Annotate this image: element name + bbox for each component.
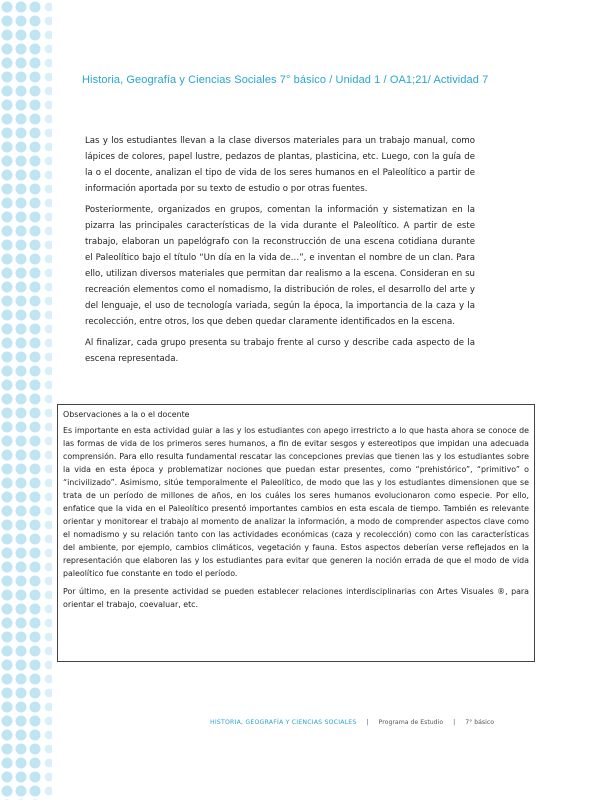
teacher-observations-box: [57, 404, 535, 662]
body-paragraph-1: Las y los estudiantes llevan a la clase diversos materiales para un trabajo manual, como lápices de colores, papel lustre, pedazos de plantas, plasticina, etc. Luego, con la guía de la o el docente, analizan el tipo de vida de los seres humanos en el Paleolítico a partir de información aportada por su texto de estudio o por otras fuentes.: [85, 136, 475, 194]
footer-subject: HISTORIA, GEOGRAFÍA Y CIENCIAS SOCIALES: [210, 719, 357, 726]
observations-title: Observaciones a la o el docente: [63, 410, 190, 419]
page-footer: [210, 719, 540, 726]
footer-separator-2: |: [453, 719, 456, 726]
body-paragraph-3: Al finalizar, cada grupo presenta su trabajo frente al curso y describe cada aspecto de la escena representada.: [85, 338, 475, 364]
body-paragraph-2: Posteriormente, organizados en grupos, comentan la información y sistematizan en la pizarra las principales características de la vida durante el Paleolítico. A partir de este trabajo, elaboran un papelógrafo con la reconstrucción de una escena cotidiana durante el Paleolítico bajo el título “Un día en la vida de…”, e inventan el nombre de un clan. Para ello, utilizan diversos materiales que permitan dar realismo a la escena. Consideran en su recreación elementos como el nomadismo, la distribución de roles, el desarrollo del arte y del lenguaje, el uso de tecnología variada, según la época, la importancia de la caza y la recolección, entre otros, los que deben quedar claramente identificados en la escena.: [85, 205, 475, 327]
activity-body: [85, 133, 475, 372]
footer-grade: 7° básico: [465, 719, 495, 726]
observations-paragraph-2: Por último, en la presente actividad se pueden establecer relaciones interdisciplinarias con Artes Visuales ®, para orientar el trabajo, coevaluar, etc.: [63, 587, 529, 609]
footer-separator-1: |: [366, 719, 369, 726]
side-dot-pattern: [0, 0, 42, 800]
observations-paragraph-1: Es importante en esta actividad guiar a las y los estudiantes con apego irrestricto a lo que hasta ahora se conoce de las formas de vida de los primeros seres humanos, a fin de evitar sesgos y estereotipos que impidan una adecuada comprensión. Para ello resulta fundamental rescatar las concepciones previas que tienen las y los estudiantes sobre la vida en esta época y problematizar nociones que puedan estar presentes, como “prehistórico”, “primitivo” o “incivilizado”. Asimismo, sitúe temporalmente el Paleolítico, de modo que las y los estudiantes dimensionen que se trata de un período de millones de años, en los cuáles los seres humanos evolucionaron como especie. Por ello, enfatice que la vida en el Paleolítico presentó importantes cambios en esta escala de tiempo. También es relevante orientar y monitorear el trabajo al momento de analizar la información, a modo de comprender aspectos clave como el nomadismo y su relación tanto con las actividades económicas (caza y recolección) como con las características del ambiente, por ejemplo, cambios climáticos, vegetación y fauna. Estos aspectos deberían verse reflejados en la representación que elaboren las y los estudiantes para evitar que generen la noción errada de que el modo de vida paleolítico fue constante en todo el período.: [63, 426, 529, 578]
footer-program: Programa de Estudio: [378, 719, 444, 726]
page-header: Historia, Geografía y Ciencias Sociales 7° básico / Unidad 1 / OA1;21/ Actividad 7: [82, 74, 489, 86]
